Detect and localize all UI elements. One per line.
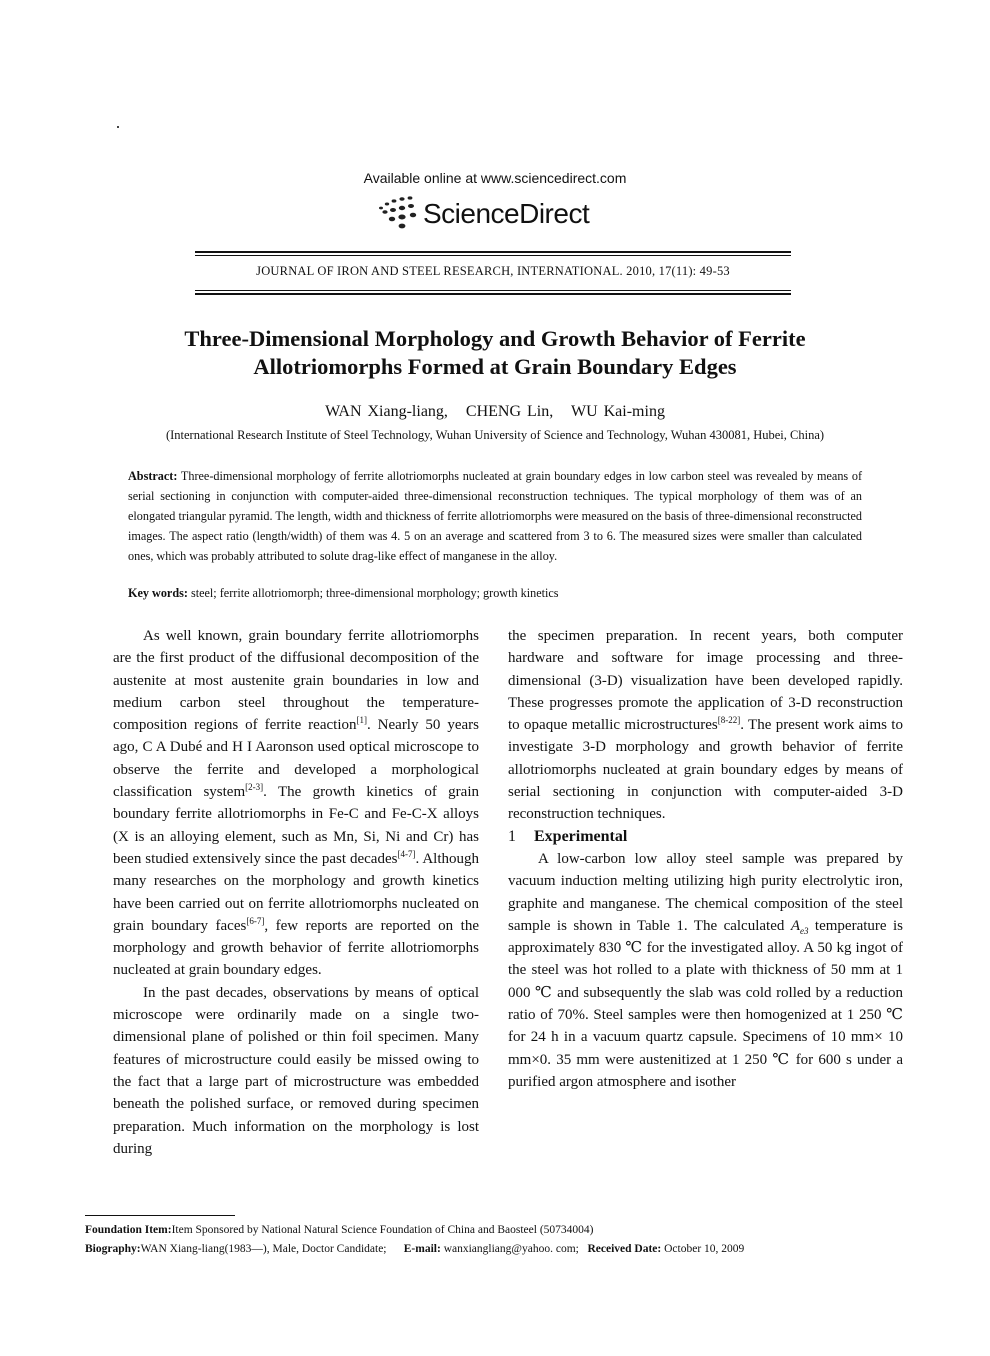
paragraph-introduction xyxy=(113,625,479,982)
section-title: Experimental xyxy=(534,827,628,845)
author-list: WAN Xiang-liang, CHENG Lin, WU Kai-ming xyxy=(325,403,665,420)
email-link[interactable]: wanxiangliang@yahoo. com; xyxy=(443,1243,579,1255)
paragraph-continuation xyxy=(508,625,903,826)
article-title xyxy=(120,325,870,381)
text-run: . The growth kinetics of grain boundary ferrite allotriomorphs in Fe-C and Fe-C-X alloys (X is an alloying element, such as Mn, Si, Ni and Cr) has been studied extensively since the past decades xyxy=(113,784,480,867)
citation-ref[interactable]: [6-7] xyxy=(246,915,265,926)
logo-wordmark: ScienceDirect xyxy=(423,198,590,229)
abstract-label: Abstract: xyxy=(128,469,178,483)
sciencedirect-dots-icon xyxy=(375,194,423,234)
citation-ref[interactable]: [4-7] xyxy=(397,848,416,859)
body-column-left xyxy=(113,625,479,1160)
paragraph-experimental xyxy=(508,848,903,1093)
text-run: the specimen preparation. In recent years, both computer hardware and software for image processing and three-dimensional (3-D) visualization have been developed rapidly. These progresses promote the application of 3-D reconstruction to opaque metallic microstructures xyxy=(508,628,903,734)
keywords-label: Key words: xyxy=(128,586,188,600)
text-run: A low-carbon low alloy steel sample was prepared by vacuum induction melting utilizing high purity electrolytic iron, graphite and manganese. The chemical composition of the steel sample is shown in Table 1. The calculated xyxy=(508,850,903,934)
stray-mark xyxy=(117,126,119,128)
text-run: temperature is approximately 830 ℃ for the investigated alloy. A 50 kg ingot of the steel was hot rolled to a plate with thickness of 50 mm at 1 000 ℃ and subsequently the slab was cold rolled by a reduction ratio of 70%. Steel samples were then homogenized at 1 250 ℃ for 24 h in a vacuum quartz capsule. Specimens of 10 mm× 10 mm×0. 35 mm were austenitized at 1 250 ℃ for 600 s under a purified argon atmosphere and isother xyxy=(508,917,904,1090)
header-rule-top-thick xyxy=(195,251,791,253)
citation-ref[interactable]: [8-22] xyxy=(717,715,741,726)
body-column-right xyxy=(508,625,903,1093)
abstract xyxy=(128,466,862,566)
symbol-subscript: e3 xyxy=(799,925,809,936)
abstract-text: Three-dimensional morphology of ferrite allotriomorphs nucleated at grain boundary edges in low carbon steel was revealed by means of serial sectioning in conjunction with computer-aided three-dimensional reconstruction techniques. The typical morphology of them was of an elongated triangular pyramid. The length, width and thickness of ferrite allotriomorphs were measured on the basis of three-dimensional reconstructed images. The aspect ratio (length/width) of them was 4. 5 on an average and scattered from 3 to 6. The measured sizes were smaller than calculated ones, which was probably attributed to solute drag-like effect of manganese in the alloy. xyxy=(128,469,862,563)
biography-text: WAN Xiang-liang(1983—), Male, Doctor Candidate; xyxy=(140,1243,387,1255)
header-rule-top-thin xyxy=(195,255,791,256)
footnote-foundation xyxy=(85,1221,945,1240)
foundation-label: Foundation Item: xyxy=(85,1224,172,1236)
citation-ref[interactable]: [2-3] xyxy=(245,782,264,793)
text-run: As well known, grain boundary ferrite allotriomorphs are the first product of the diffusional decomposition of the austenite at most austenite grain boundaries in low and medium carbon steel throughout the temperature-composition regions of ferrite reaction xyxy=(113,628,479,734)
text-run: . Although many researches on the morphology and growth kinetics have been carried out on ferrite allotriomorphs nucleated on grain boundary faces xyxy=(113,850,479,934)
journal-citation: JOURNAL OF IRON AND STEEL RESEARCH, INTERNATIONAL. 2010, 17(11): 49-53 xyxy=(256,264,730,278)
received-date: October 10, 2009 xyxy=(664,1243,745,1255)
paragraph-past-decades: In the past decades, observations by means of optical microscope were ordinarily made on a single two-dimensional plane of polished or thin foil specimen. Many features of microstructure could easily be missed owing to the fact that a large part of microstructure was embedded beneath the polished surface, or removed during specimen preparation. Much information on the morphology is lost during xyxy=(113,984,479,1157)
received-label: Received Date: xyxy=(587,1243,662,1255)
keywords-text: steel; ferrite allotriomorph; three-dimensional morphology; growth kinetics xyxy=(190,586,559,600)
affiliation: (International Research Institute of Steel Technology, Wuhan University of Science and Technology, Wuhan 430081, Hubei, China) xyxy=(165,428,825,442)
footnote xyxy=(85,1221,945,1259)
foundation-text: Item Sponsored by National Natural Science Foundation of China and Baosteel (50734004) xyxy=(171,1224,594,1236)
citation-ref[interactable]: [1] xyxy=(356,715,367,726)
keywords xyxy=(128,586,862,601)
header-rule-bottom-thick xyxy=(195,293,791,295)
text-run: . The present work aims to investigate 3-D morphology and growth behavior of ferrite allotriomorphs nucleated at grain boundary edges by means of serial sectioning in conjunction with computer-aided 3-D reconstruction techniques. xyxy=(508,717,903,823)
section-heading-experimental xyxy=(508,826,903,848)
footnote-rule xyxy=(85,1215,235,1216)
text-run: . Nearly 50 years ago, C A Dubé and H I Aaronson used optical microscope to observe the ferrite and developed a morphological classification system xyxy=(113,717,479,801)
section-number: 1 xyxy=(508,827,516,845)
biography-label: Biography: xyxy=(85,1243,141,1255)
footnote-biography xyxy=(85,1240,945,1259)
title-line-1: Three-Dimensional Morphology and Growth Behavior of Ferrite xyxy=(184,326,806,351)
email-label: E-mail: xyxy=(403,1243,441,1255)
text-run: , few reports are reported on the morphology and growth behavior of ferrite allotriomorphs nucleated at grain boundary edges. xyxy=(113,917,480,979)
title-line-2: Allotriomorphs Formed at Grain Boundary Edges xyxy=(253,354,737,379)
available-online-text[interactable]: Available online at www.sciencedirect.com xyxy=(363,170,627,186)
header-rule-bottom-thin xyxy=(195,290,791,291)
sciencedirect-logo[interactable] xyxy=(375,194,625,234)
symbol-a: A xyxy=(790,917,800,934)
